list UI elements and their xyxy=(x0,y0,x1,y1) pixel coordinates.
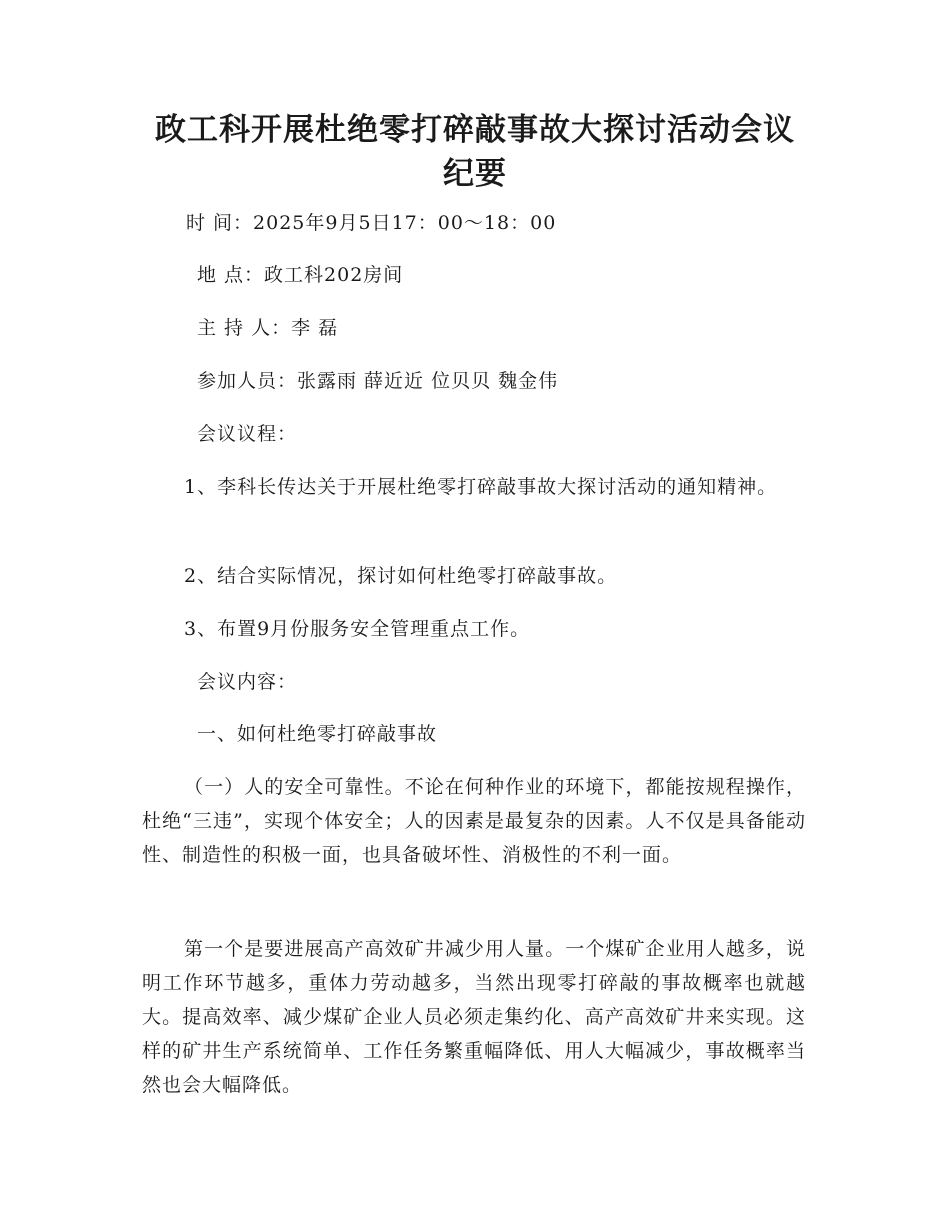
meeting-host: 主 持 人：李 磊 xyxy=(197,317,339,339)
body-paragraph: （一）人的安全可靠性。不论在何种作业的环境下，都能按规程操作，杜绝“三违”，实现个体安全；人的因素是最复杂的因素。人不仅是具备能动性、制造性的积极一面，也具备破坏性、消极性的不利一面。 xyxy=(142,776,806,866)
agenda-item: 1、李科长传达关于开展杜绝零打碎敲事故大探讨活动的通知精神。 xyxy=(184,476,778,498)
section-heading: 一、如何杜绝零打碎敲事故 xyxy=(197,723,438,745)
meeting-location: 地 点：政工科202房间 xyxy=(197,264,404,286)
meeting-attendees: 参加人员：张露雨 薛近近 位贝贝 魏金伟 xyxy=(197,370,559,392)
agenda-heading: 会议议程： xyxy=(197,423,298,445)
body-paragraph: 第一个是要进展高产高效矿井减少用人量。一个煤矿企业用人越多，说明工作环节越多，重体力劳动越多，当然出现零打碎敲的事故概率也就越大。提高效率、减少煤矿企业人员必须走集约化、高产高效矿井来实现。这样的矿井生产系统简单、工作任务繁重幅降低、用人大幅减少，事故概率当然也会大幅降低。 xyxy=(142,938,806,1096)
agenda-item: 3、布置9月份服务安全管理重点工作。 xyxy=(184,618,531,640)
document-title: 政工科开展杜绝零打碎敲事故大探讨活动会议纪要 xyxy=(155,112,795,192)
meeting-time: 时 间：2025年9月5日17：00～18：00 xyxy=(186,212,557,234)
content-heading: 会议内容： xyxy=(197,671,298,693)
agenda-item: 2、结合实际情况，探讨如何杜绝零打碎敲事故。 xyxy=(184,565,618,587)
